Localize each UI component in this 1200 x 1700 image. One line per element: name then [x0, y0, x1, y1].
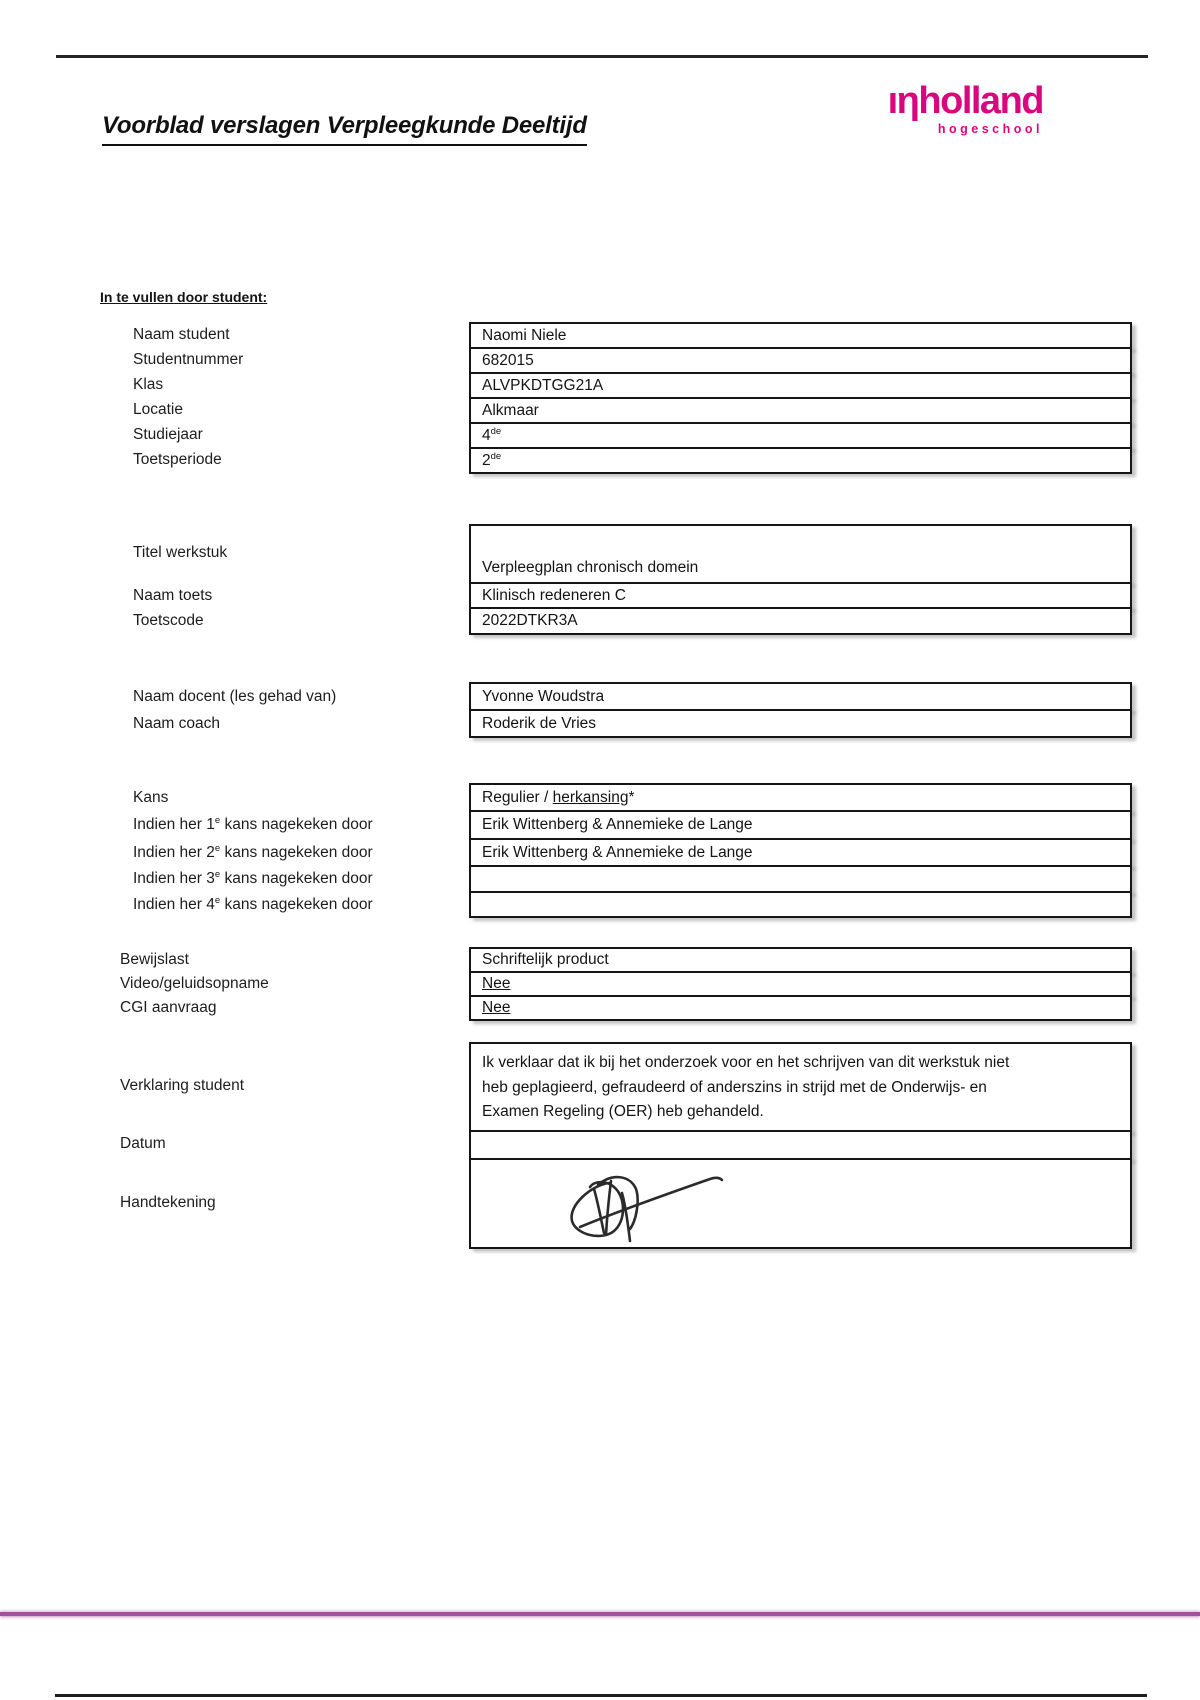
field-label-bewijslast: Bewijslast	[120, 951, 189, 968]
field-label-klas: Klas	[133, 375, 164, 393]
field-value-handtekening	[469, 1158, 1132, 1249]
field-label-toetsperiode: Toetsperiode	[133, 450, 222, 468]
field-value-verklaring	[469, 1042, 1132, 1132]
page-title: Voorblad verslagen Verpleegkunde Deeltijd	[102, 112, 587, 146]
field-label-toetscode: Toetscode	[133, 612, 204, 629]
bottom-rule	[55, 1694, 1147, 1697]
field-value-toetscode: 2022DTKR3A	[469, 607, 1132, 635]
inholland-logo	[833, 82, 1043, 136]
field-value-naam-toets: Klinisch redeneren C	[469, 582, 1132, 609]
field-label-cgi: CGI aanvraag	[120, 999, 217, 1016]
field-value-her3	[469, 865, 1132, 893]
field-value-klas: ALVPKDTGG21A	[469, 372, 1132, 399]
field-label-naam-toets: Naam toets	[133, 586, 213, 604]
field-value-studiejaar: 4de	[469, 422, 1132, 449]
field-label-naam-docent: Naam docent (les gehad van)	[133, 687, 337, 705]
field-value-titel-werkstuk: Verpleegplan chronisch domein	[469, 524, 1132, 584]
field-label-video: Video/geluidsopname	[120, 975, 269, 992]
field-value-kans: Regulier / herkansing*	[469, 783, 1132, 812]
field-value-datum	[469, 1130, 1132, 1160]
field-label-studentnummer: Studentnummer	[133, 350, 244, 368]
field-value-her2: Erik Wittenberg & Annemieke de Lange	[469, 838, 1132, 867]
field-value-toetsperiode: 2de	[469, 447, 1132, 474]
field-value-bewijslast: Schriftelijk product	[469, 947, 1132, 973]
field-label-handtekening: Handtekening	[120, 1193, 216, 1211]
signature-icon	[554, 1169, 754, 1245]
field-label-locatie: Locatie	[133, 400, 183, 418]
field-value-naam-coach: Roderik de Vries	[469, 709, 1132, 738]
field-label-naam-coach: Naam coach	[133, 714, 221, 732]
field-value-cgi: Nee	[469, 995, 1132, 1021]
field-label-kans: Kans	[133, 788, 169, 806]
top-rule	[56, 55, 1148, 58]
verklaring-line-3: Examen Regeling (OER) heb gehandeld.	[482, 1103, 764, 1120]
field-label-her3: Indien her 3e kans nagekeken door	[133, 868, 373, 887]
field-value-naam-student: Naomi Niele	[469, 322, 1132, 349]
field-value-her1: Erik Wittenberg & Annemieke de Lange	[469, 810, 1132, 840]
field-label-naam-student: Naam student	[133, 325, 230, 343]
field-value-locatie: Alkmaar	[469, 397, 1132, 424]
field-label-her2: Indien her 2e kans nagekeken door	[133, 842, 373, 861]
brand-tagline: hogeschool	[937, 122, 1043, 136]
field-label-her1: Indien her 1e kans nagekeken door	[133, 814, 373, 833]
brand-wordmark-icon: ıηholland	[887, 80, 1043, 122]
field-label-her4: Indien her 4e kans nagekeken door	[133, 894, 373, 913]
field-value-studentnummer: 682015	[469, 347, 1132, 374]
field-label-titel-werkstuk: Titel werkstuk	[133, 544, 228, 561]
divider-rule-pink	[0, 1612, 1200, 1616]
field-value-her4	[469, 891, 1132, 918]
field-value-video: Nee	[469, 971, 1132, 997]
verklaring-line-1: Ik verklaar dat ik bij het onderzoek voor en het schrijven van dit werkstuk niet	[482, 1054, 1010, 1071]
verklaring-line-2: heb geplagieerd, gefraudeerd of anderszins in strijd met de Onderwijs- en	[482, 1078, 987, 1096]
field-label-datum: Datum	[120, 1135, 166, 1152]
field-label-verklaring: Verklaring student	[120, 1077, 245, 1094]
field-label-studiejaar: Studiejaar	[133, 425, 203, 443]
field-value-naam-docent: Yvonne Woudstra	[469, 682, 1132, 711]
section-header: In te vullen door student:	[100, 289, 268, 305]
